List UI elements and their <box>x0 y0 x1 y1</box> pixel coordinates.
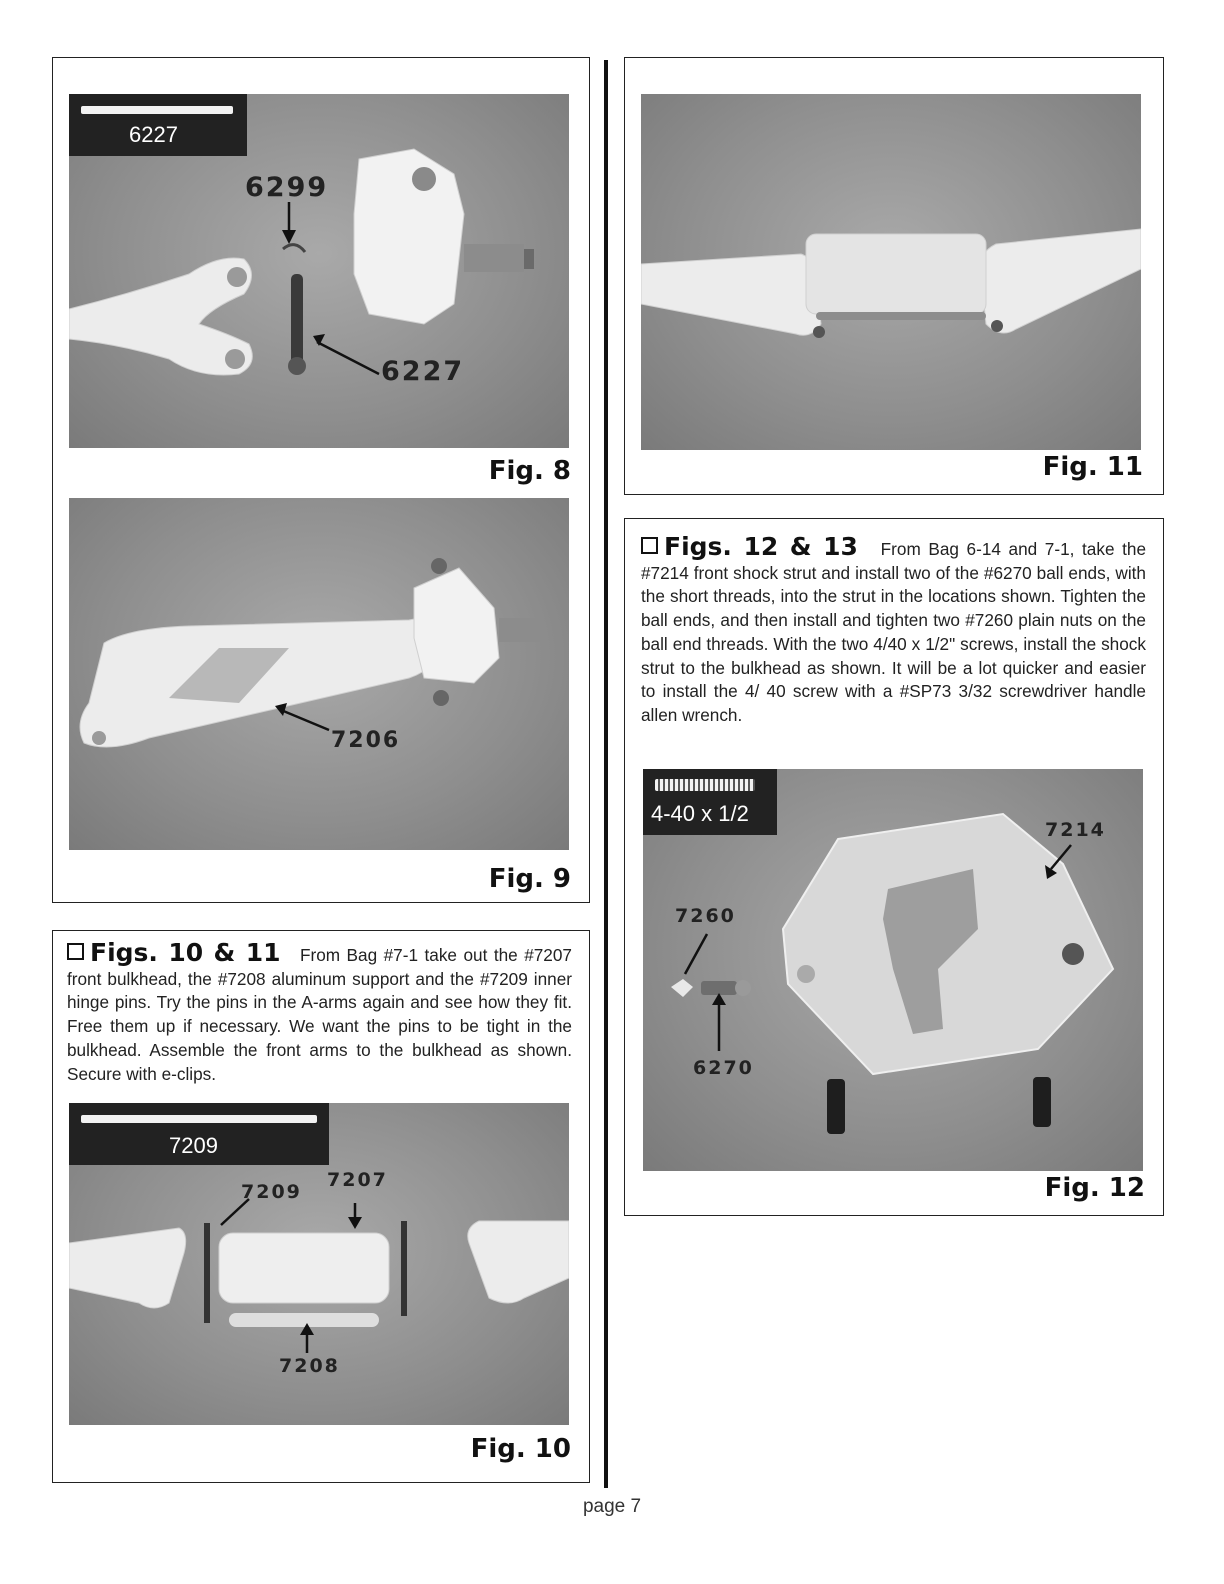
fig9-illustration <box>69 498 569 850</box>
fig12-photo <box>643 769 1143 1171</box>
part-tag-label: 6227 <box>129 122 178 147</box>
fig11-photo <box>641 94 1141 450</box>
fig9-photo <box>69 498 569 850</box>
section-12-13-heading: Figs. 12 & 13 <box>664 532 858 561</box>
section-10-11-body: From Bag #7-1 take out the #7207 front bulkhead, the #7208 aluminum support and the #7209 inner hinge pins. Try the pins in the A-arms again and see how they fit. Free them up if necessary. We want the pins to be tight in the bulkhead. Assemble the front arms to the bulkhead as shown. Secure with e-clips. <box>67 945 572 1084</box>
callout-7209: 7209 <box>241 1181 302 1203</box>
checkbox-icon[interactable] <box>67 943 84 960</box>
checkbox-icon[interactable] <box>641 537 658 554</box>
pin-icon <box>81 1115 317 1123</box>
fig10-panel <box>52 930 590 1483</box>
fig11-panel <box>624 57 1164 495</box>
callout-7207: 7207 <box>327 1169 388 1191</box>
fig10-caption: Fig. 10 <box>470 1434 571 1464</box>
section-10-11-text <box>67 938 572 1086</box>
callout-6299: 6299 <box>245 172 329 203</box>
callout-7214: 7214 <box>1045 819 1106 841</box>
part-tag-6227 <box>69 94 247 156</box>
part-tag-label: 4-40 x 1/2 <box>651 801 749 826</box>
callout-7260: 7260 <box>675 905 736 927</box>
fig11-caption: Fig. 11 <box>1042 452 1143 482</box>
fig12-caption: Fig. 12 <box>1044 1173 1145 1203</box>
fig10-photo <box>69 1103 569 1425</box>
pin-icon <box>81 106 233 114</box>
section-10-11-heading: Figs. 10 & 11 <box>90 938 281 967</box>
fig8-caption: Fig. 8 <box>488 456 571 486</box>
fig11-illustration <box>641 94 1141 450</box>
fig8-photo <box>69 94 569 448</box>
fig12-panel <box>624 518 1164 1216</box>
callout-6227: 6227 <box>381 356 465 387</box>
fig9-caption: Fig. 9 <box>488 864 571 894</box>
part-tag-label: 7209 <box>169 1133 218 1158</box>
part-tag-4-40x1-2 <box>643 769 777 835</box>
section-12-13-text <box>641 532 1146 728</box>
screw-icon <box>655 779 755 791</box>
part-tag-7209 <box>69 1103 329 1165</box>
callout-6270: 6270 <box>693 1057 754 1079</box>
section-12-13-body: From Bag 6-14 and 7-1, take the #7214 front shock strut and install two of the #6270 ball ends, with the short threads, into the strut in the locations shown. Tighten the ball ends, and then install and tighten two #7260 plain nuts on the ball end threads. With the two 4/40 x 1/2" screws, install the shock strut to the bulkhead as shown. It will be a lot quicker and easier to install the 4/ 40 screw with a #SP73 3/32 screwdriver handle allen wrench. <box>641 539 1146 725</box>
fig8-fig9-panel <box>52 57 590 903</box>
column-divider <box>604 60 608 1488</box>
callout-7206: 7206 <box>331 728 401 753</box>
page-number: page 7 <box>582 1496 642 1517</box>
callout-7208: 7208 <box>279 1355 340 1377</box>
